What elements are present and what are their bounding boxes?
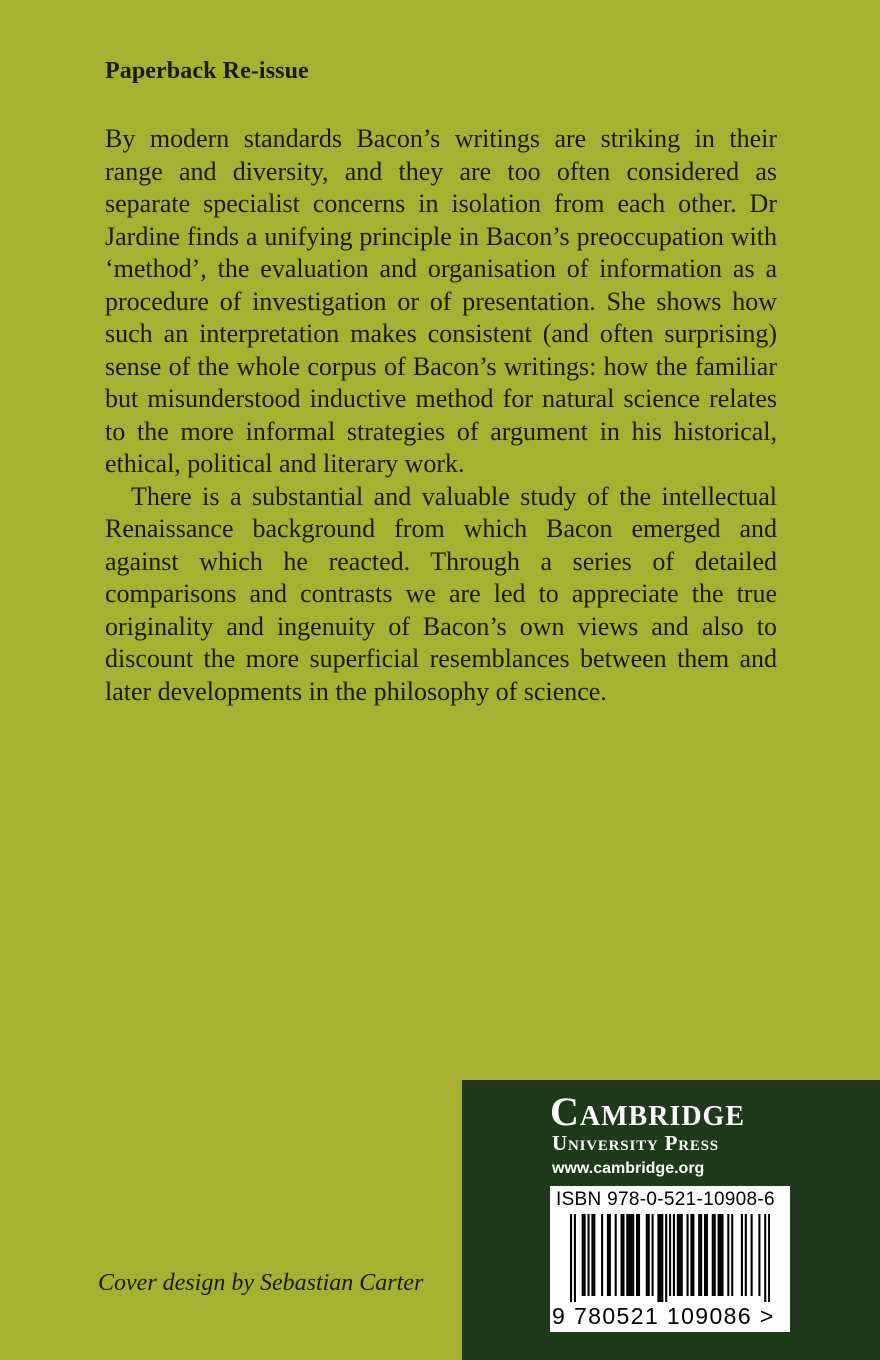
publisher-panel: [462, 1080, 880, 1360]
isbn-label: ISBN 978-0-521-10908-6: [556, 1189, 775, 1210]
section-heading: Paperback Re-issue: [105, 58, 309, 84]
paragraph-2: There is a substantial and valuable study of the intellectual Renaissance background from which Bacon emerged and against which he reacted. Through a series of detailed comparisons and contrasts we are led to appreciate the true originality and ingenuity of Bacon’s own views and also to discount the more superficial resemblances between them and later developments in the philosophy of science.: [105, 481, 777, 706]
publisher-subtitle: University Press: [552, 1131, 719, 1155]
paragraph-1: By modern standards Bacon’s writings are striking in their range and diversity, and they are too often considered as separate specialist concerns in isolation from each other. Dr Jardine finds a unifying principle in Bacon’s preoccupation with ‘method’, the evaluation and organisation of information as a procedure of investigation or of presentation. She shows how such an interpretation makes consistent (and often surprising) sense of the whole corpus of Bacon’s writings: how the familiar but misunderstood inductive method for natural science relates to the more informal strategies of argument in his historical, ethical, political and literary work.: [105, 124, 777, 478]
cover-design-credit: Cover design by Sebastian Carter: [98, 1270, 424, 1296]
barcode-icon: [570, 1214, 770, 1302]
publisher-url: www.cambridge.org: [552, 1160, 705, 1177]
description-text: [105, 123, 777, 708]
publisher-name: Cambridge: [550, 1089, 746, 1134]
barcode-panel: [550, 1186, 790, 1332]
barcode-digits: 9 780521 109086 >: [552, 1303, 775, 1329]
